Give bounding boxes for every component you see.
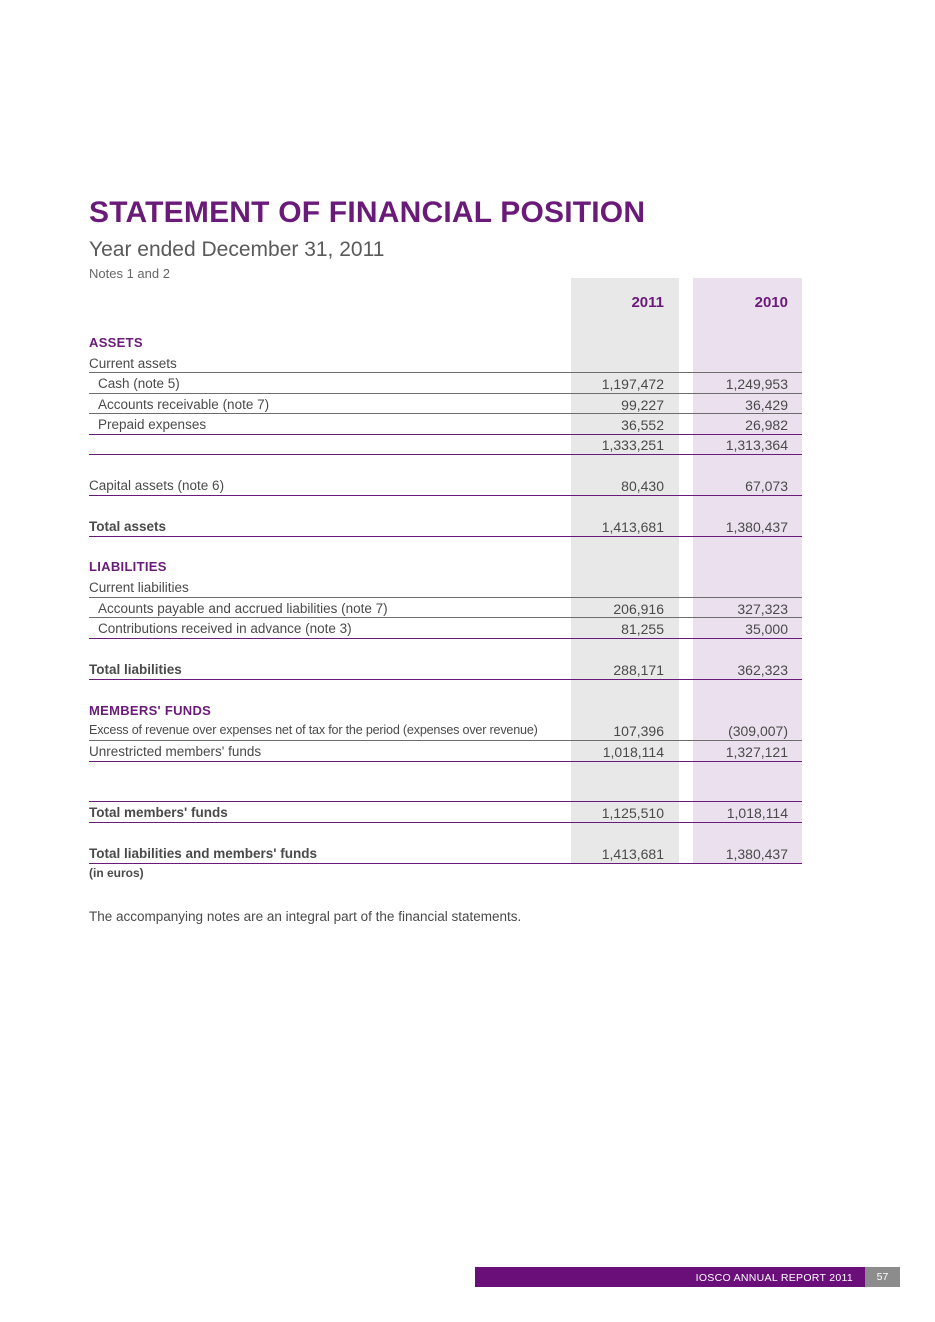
total-row <box>89 659 802 679</box>
column-header-2010: 2010 <box>754 294 788 311</box>
value-2011: 288,171 <box>613 662 664 678</box>
row-label: Contributions received in advance (note 3) <box>98 621 352 636</box>
row-label: Excess of revenue over expenses net of tax for the period (expenses over revenue) <box>89 723 538 737</box>
value-2010: (309,007) <box>728 723 788 739</box>
footer-report-title: IOSCO ANNUAL REPORT 2011 <box>695 1272 853 1284</box>
page-subtitle: Year ended December 31, 2011 <box>89 238 385 261</box>
table-row <box>89 373 802 393</box>
value-2010: 1,313,364 <box>725 437 788 453</box>
value-2011: 36,552 <box>621 417 664 433</box>
footer-bar <box>475 1267 865 1287</box>
liabilities-heading-row <box>89 556 802 576</box>
divider <box>89 536 802 537</box>
column-header-2011: 2011 <box>631 294 664 311</box>
section-heading: MEMBERS' FUNDS <box>89 703 212 718</box>
value-2011: 81,255 <box>621 621 664 637</box>
row-label: Total assets <box>89 519 167 534</box>
section-heading: ASSETS <box>89 335 143 350</box>
value-2011: 1,333,251 <box>601 437 664 453</box>
row-label: Capital assets (note 6) <box>89 478 225 493</box>
divider <box>89 638 802 639</box>
grand-total-row <box>89 843 802 863</box>
value-2011: 1,197,472 <box>601 376 664 392</box>
page-number: 57 <box>865 1267 900 1287</box>
value-2011: 1,018,114 <box>602 744 664 760</box>
value-2011: 1,413,681 <box>601 846 664 862</box>
value-2010: 1,380,437 <box>725 846 788 862</box>
row-label: Total members' funds <box>89 805 228 820</box>
value-2010: 327,323 <box>737 601 788 617</box>
value-2010: 35,000 <box>745 621 788 637</box>
value-2010: 1,327,121 <box>725 744 788 760</box>
divider <box>89 761 802 762</box>
value-2011: 206,916 <box>613 601 664 617</box>
section-heading: LIABILITIES <box>89 559 167 574</box>
row-label: Cash (note 5) <box>98 376 180 391</box>
value-2010: 36,429 <box>745 397 788 413</box>
members-funds-heading-row <box>89 700 802 720</box>
value-2010: 26,982 <box>745 417 788 433</box>
table-row <box>89 618 802 638</box>
current-assets-heading-row <box>89 353 802 373</box>
table-row <box>89 475 802 495</box>
row-label: Prepaid expenses <box>98 417 207 432</box>
value-2011: 80,430 <box>621 478 664 494</box>
assets-heading-row <box>89 332 802 352</box>
table-row <box>89 598 802 618</box>
page-title: STATEMENT OF FINANCIAL POSITION <box>89 196 646 229</box>
value-2010: 1,018,114 <box>726 805 788 821</box>
subsection-heading: Current liabilities <box>89 580 189 595</box>
row-label: Accounts payable and accrued liabilities (note 7) <box>98 601 388 616</box>
value-2011: 107,396 <box>613 723 664 739</box>
value-2011: 1,413,681 <box>601 519 664 535</box>
value-2011: 1,125,510 <box>601 805 664 821</box>
divider <box>89 454 802 455</box>
value-2011: 99,227 <box>621 397 664 413</box>
value-2010: 1,249,953 <box>725 376 788 392</box>
row-label: Accounts receivable (note 7) <box>98 397 270 412</box>
divider <box>89 863 802 864</box>
notes-reference: Notes 1 and 2 <box>89 266 170 281</box>
row-label: Unrestricted members' funds <box>89 744 262 759</box>
row-label: Total liabilities <box>89 662 182 677</box>
footnote: The accompanying notes are an integral part of the financial statements. <box>89 909 522 924</box>
current-liabilities-heading-row <box>89 577 802 597</box>
divider <box>89 495 802 496</box>
row-label: Total liabilities and members' funds <box>89 846 318 861</box>
divider <box>89 822 802 823</box>
subtotal-row <box>89 434 802 454</box>
subsection-heading: Current assets <box>89 356 177 371</box>
value-2010: 67,073 <box>745 478 788 494</box>
divider <box>89 679 802 680</box>
units-note: (in euros) <box>89 866 144 880</box>
total-row <box>89 516 802 536</box>
table-row <box>89 394 802 414</box>
value-2010: 1,380,437 <box>725 519 788 535</box>
table-row <box>89 741 802 761</box>
total-row <box>89 802 802 822</box>
value-2010: 362,323 <box>737 662 788 678</box>
table-row <box>89 414 802 434</box>
table-row <box>89 720 802 740</box>
